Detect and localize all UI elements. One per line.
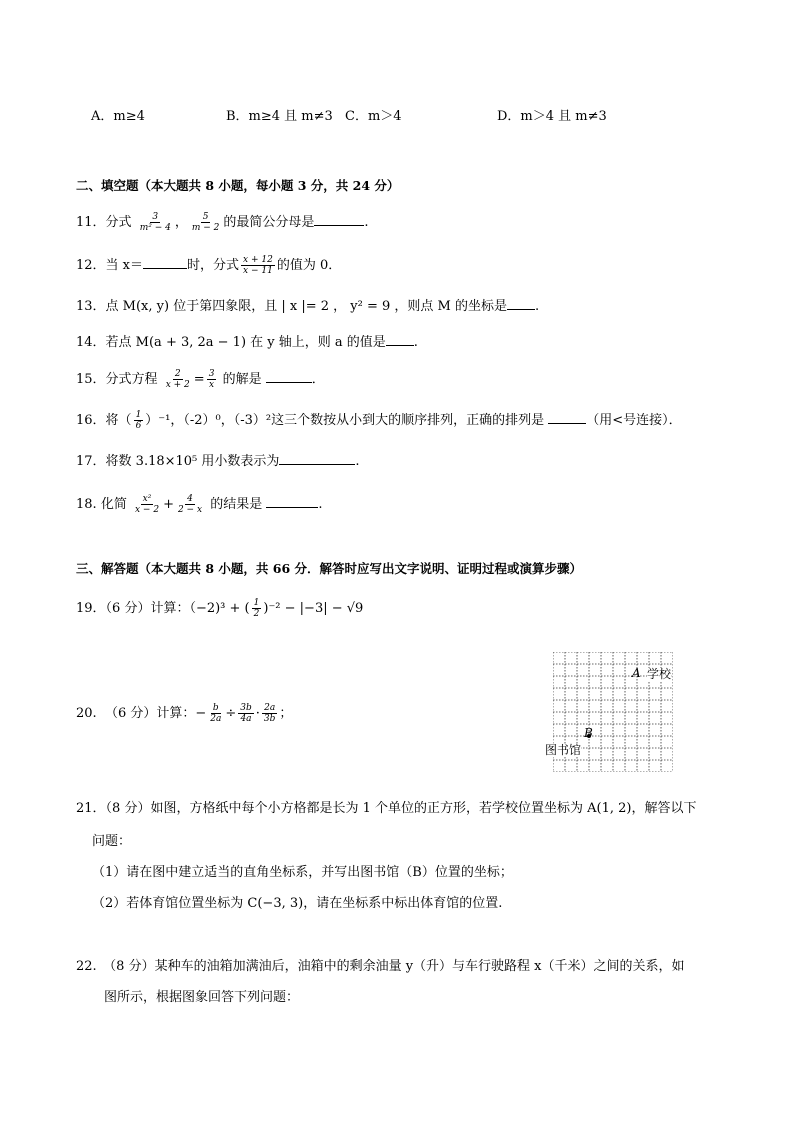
fraction xyxy=(134,410,144,431)
question-12 xyxy=(76,255,341,276)
numerator: 3 xyxy=(208,369,215,379)
answer-blank[interactable] xyxy=(266,495,318,508)
question-number: 18. xyxy=(76,497,97,512)
denominator: 2a xyxy=(210,714,222,724)
question-21-line2: 问题： xyxy=(92,834,132,849)
label-school: 学校 xyxy=(647,667,672,681)
fraction xyxy=(238,703,254,724)
question-text: （用<号连接）． xyxy=(586,413,682,428)
question-21-sub1: （1）请在图中建立适当的直角坐标系，并写出图书馆（B）位置的坐标； xyxy=(92,865,513,880)
question-number: 11． xyxy=(76,215,106,230)
question-number: 14． xyxy=(76,335,106,350)
numerator: 2a xyxy=(264,703,276,713)
numerator: 5 xyxy=(202,212,209,222)
numerator: x + 12 xyxy=(243,255,273,265)
denominator: 4a xyxy=(240,714,252,724)
fraction xyxy=(241,255,275,276)
question-text: )⁻² − |−3| − √9 xyxy=(263,601,364,616)
answer-blank[interactable] xyxy=(507,297,535,310)
fraction xyxy=(133,494,161,515)
label-point-a: A xyxy=(632,666,641,680)
period: . xyxy=(413,335,418,350)
question-number: 16． xyxy=(76,413,106,428)
question-text: 点 M(x, y) 位于第四象限，且 | x |= 2 ， y² = 9 ，则点 M 的坐标是 xyxy=(105,299,507,314)
fraction xyxy=(207,369,217,390)
question-16 xyxy=(76,410,682,431)
question-text: ）⁻¹，（-2）⁰，（-3）²这三个数按从小到大的顺序排列，正确的排列是 xyxy=(145,413,545,428)
numerator: 3 xyxy=(152,212,159,222)
fraction xyxy=(164,369,192,390)
question-text: 分式 xyxy=(105,215,132,230)
fraction xyxy=(176,494,204,515)
numerator: 1 xyxy=(253,598,260,608)
choice-a: A．m≥4 xyxy=(91,109,145,124)
choice-d: D．m＞4 且 m≠3 xyxy=(497,109,607,124)
question-text: 若点 M(a + 3, 2a − 1) 在 y 轴上，则 a 的值是 xyxy=(105,335,386,350)
numerator: 1 xyxy=(135,410,142,420)
question-text: （6 分）计算：（−2)³ + ( xyxy=(105,601,250,616)
question-21-sub2: （2）若体育馆位置坐标为 C(−3, 3)，请在坐标系中标出体育馆的位置. xyxy=(92,896,503,911)
multiply-dot: · xyxy=(255,706,260,721)
question-text: 的最简公分母是 xyxy=(223,215,315,230)
question-22-line2: 图所示，根据图象回答下列问题： xyxy=(104,990,300,1005)
question-21-line1: 21．（8 分）如图，方格纸中每个小方格都是长为 1 个单位的正方形，若学校位置坐标为 A(1, 2)，解答以下 xyxy=(76,801,697,816)
question-20 xyxy=(76,703,292,724)
label-point-b: B xyxy=(584,726,593,740)
numerator: 2 xyxy=(174,369,181,379)
fraction xyxy=(252,598,262,619)
question-number: 17． xyxy=(76,454,106,469)
answer-blank[interactable] xyxy=(314,213,364,226)
denominator: 3b xyxy=(263,714,276,724)
question-number: 19． xyxy=(76,601,106,616)
section-title-solve: 三、解答题（本大题共 8 小题，共 66 分．解答时应写出文字说明、证明过程或演算步骤） xyxy=(76,561,583,576)
choice-b: B．m≥4 且 m≠3 xyxy=(226,109,333,124)
question-text: 的值为 0． xyxy=(276,258,342,273)
question-text: （6 分）计算：− xyxy=(104,706,207,721)
separator: ， xyxy=(174,215,188,230)
denominator: 2 − x xyxy=(177,505,203,515)
question-number: 20. xyxy=(76,706,97,721)
choice-c: C．m＞4 xyxy=(345,109,402,124)
denominator: m − 2 xyxy=(191,223,220,233)
question-text: 时，分式 xyxy=(187,258,240,273)
question-text: 当 x＝ xyxy=(105,258,144,273)
denominator: x − 11 xyxy=(243,266,273,276)
numerator: x² xyxy=(142,494,152,504)
section-title-fill-in: 二、填空题（本大题共 8 小题，每小题 3 分，共 24 分） xyxy=(76,178,400,193)
question-15 xyxy=(76,369,325,390)
semicolon: ； xyxy=(279,706,293,721)
numerator: 4 xyxy=(187,494,193,504)
denominator: m² − 4 xyxy=(139,223,171,233)
denominator: x + 2 xyxy=(165,380,190,390)
answer-blank[interactable] xyxy=(548,411,586,424)
period: . xyxy=(364,215,369,230)
question-text: 的解是 xyxy=(222,372,262,387)
fraction xyxy=(262,703,278,724)
answer-blank[interactable] xyxy=(386,333,414,346)
fraction xyxy=(208,703,223,724)
plus-sign: + xyxy=(163,497,174,512)
numerator: 3b xyxy=(240,703,252,713)
question-number: 13． xyxy=(76,299,106,314)
question-11 xyxy=(76,212,369,233)
period: . xyxy=(534,299,540,314)
period: ． xyxy=(311,372,325,387)
question-text: 化简 xyxy=(100,497,127,512)
question-22-line1: 22. （8 分）某种车的油箱加满油后，油箱中的剩余油量 y（升）与车行驶路程 x（千米）之间的关系，如 xyxy=(76,959,685,974)
denominator: 6 xyxy=(135,421,142,431)
question-text: 将（ xyxy=(105,413,132,428)
question-18 xyxy=(76,494,322,515)
answer-blank[interactable] xyxy=(266,370,312,383)
label-library: 图书馆 xyxy=(545,743,582,757)
fraction xyxy=(138,212,173,233)
divide-sign: ÷ xyxy=(225,706,237,721)
fraction xyxy=(190,212,222,233)
equals-sign: = xyxy=(193,372,205,387)
question-14 xyxy=(76,333,418,352)
question-number: 12． xyxy=(76,258,106,273)
period: . xyxy=(318,497,323,512)
grid-figure xyxy=(545,652,673,772)
denominator: x − 2 xyxy=(134,505,160,515)
question-13 xyxy=(76,297,539,316)
numerator: b xyxy=(212,703,219,713)
question-19 xyxy=(76,598,363,619)
denominator: x xyxy=(209,380,215,390)
period: . xyxy=(355,454,360,469)
question-17 xyxy=(76,452,360,471)
answer-blank[interactable] xyxy=(143,256,187,269)
denominator: 2 xyxy=(253,609,260,619)
question-text: 分式方程 xyxy=(105,372,158,387)
answer-blank[interactable] xyxy=(279,452,355,465)
question-text: 的结果是 xyxy=(210,497,263,512)
question-number: 15． xyxy=(76,372,106,387)
question-text: 将数 3.18×10⁵ 用小数表示为 xyxy=(105,454,280,469)
